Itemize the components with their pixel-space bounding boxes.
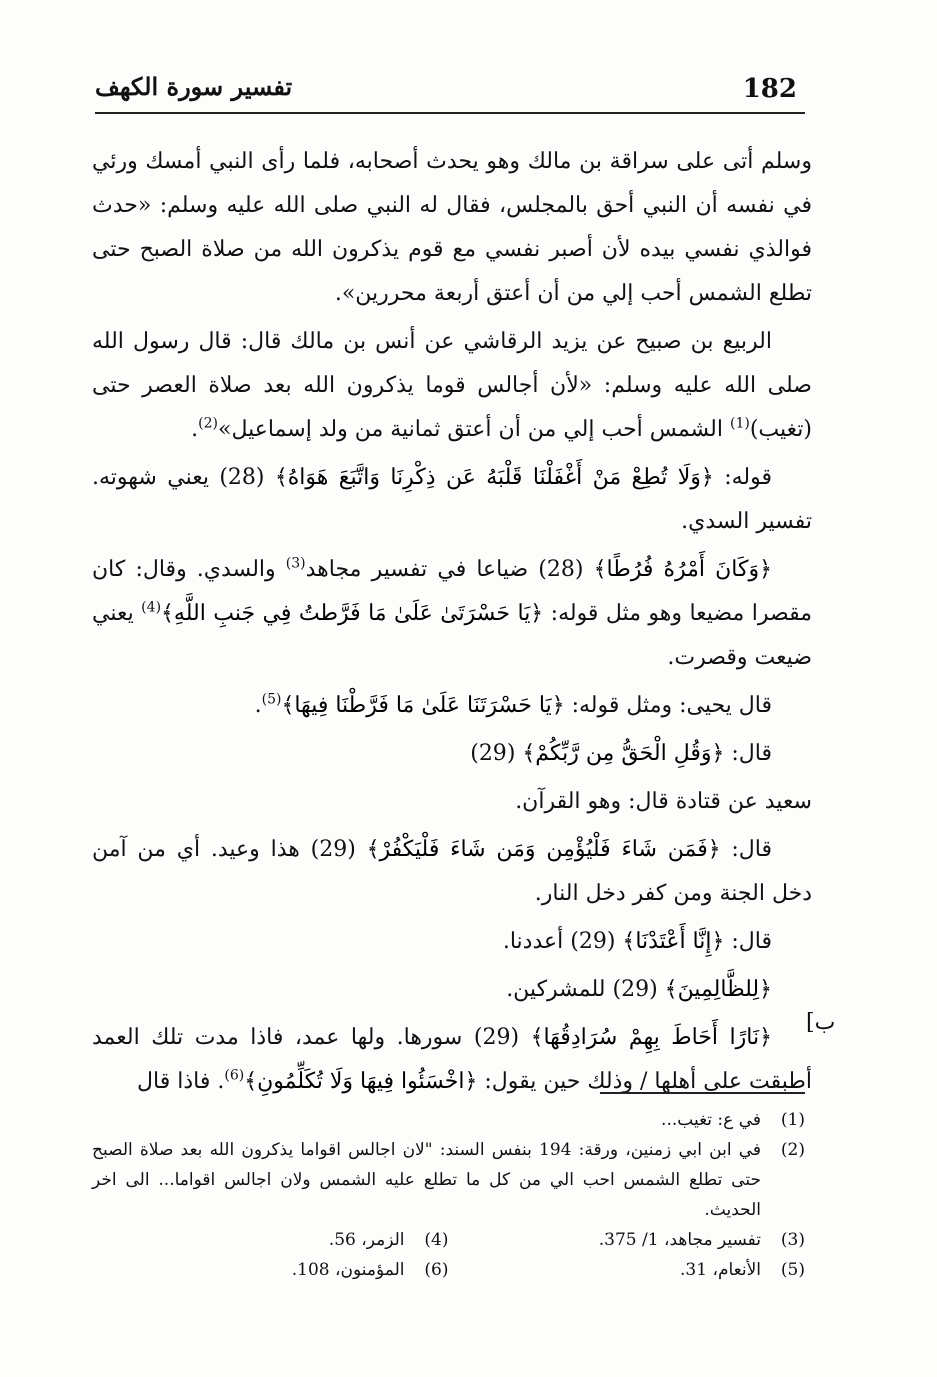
footnote-ref-5: (5) xyxy=(261,691,282,708)
footnotes xyxy=(92,1105,805,1285)
header-divider xyxy=(95,112,805,114)
footnote-2 xyxy=(92,1135,805,1225)
footnote-ref-4: (4) xyxy=(141,599,162,616)
quran-verse: ﴿وَكَانَ أَمْرُهُ فُرُطًا﴾ xyxy=(593,557,772,582)
quran-verse: ﴿وَلَا تُطِعْ مَنْ أَغْفَلْنَا قَلْبَهُ عَن ذِكْرِنَا وَاتَّبَعَ هَوَاهُ﴾ xyxy=(274,465,714,490)
main-text xyxy=(92,140,812,1108)
paragraph-6: قال: ﴿وَقُلِ الْحَقُّ مِن رَّبِّكُمْ﴾ (29) xyxy=(470,741,772,766)
paragraph-2: الربيع بن صبيح عن يزيد الرقاشي عن أنس بن مالك قال: قال رسول الله صلى الله عليه وسلم: «لأن أجالس قوما يذكرون الله بعد صلاة العصر حتى (تغيب)$^{(1)}$ الشمس أحب إلي من أن أعتق ثمانية من ولد إسماعيل»$^{(2)}$. xyxy=(92,329,812,442)
quran-verse: ﴿اخْسَئُوا فِيهَا وَلَا تُكَلِّمُونِ﴾ xyxy=(244,1069,478,1094)
page-number: 182 xyxy=(742,74,797,104)
footnote-ref-1: (1) xyxy=(729,415,750,432)
paragraph-7: سعيد عن قتادة قال: وهو القرآن. xyxy=(515,789,812,814)
paragraph-5: قال يحيى: ومثل قوله: ﴿يَا حَسْرَتَنَا عَلَىٰ مَا فَرَّطْنَا فِيهَا﴾$^{(5)}$. xyxy=(254,691,772,718)
paragraph-11: ﴿نَارًا أَحَاطَ بِهِمْ سُرَادِقُهَا﴾ (29) سورها. ولها عمد، فاذا مدت تلك العمد أطبقت على أهلها / وذلك حين يقول: ﴿اخْسَئُوا فِيهَا وَلَا تُكَلِّمُونِ﴾$^{(6)}$. فاذا قال xyxy=(92,1025,812,1094)
footnote-number: (6) xyxy=(424,1260,449,1280)
footnote-number: (1) xyxy=(780,1110,805,1130)
quran-verse: ﴿نَارًا أَحَاطَ بِهِمْ سُرَادِقُهَا﴾ xyxy=(530,1025,772,1050)
footnote-divider xyxy=(600,1092,805,1094)
footnote-row xyxy=(92,1255,805,1285)
footnote-number: (2) xyxy=(780,1140,805,1160)
quran-verse: ﴿لِلظَّالِمِينَ﴾ xyxy=(664,977,772,1002)
footnote-3 xyxy=(449,1225,806,1255)
paragraph-8: قال: ﴿فَمَن شَاءَ فَلْيُؤْمِن وَمَن شَاءَ فَلْيَكْفُرْ﴾ (29) هذا وعيد. أي من آمن دخل الجنة ومن كفر دخل النار. xyxy=(92,837,812,906)
paragraph-4: ﴿وَكَانَ أَمْرُهُ فُرُطًا﴾ (28) ضياعا في تفسير مجاهد$^{(3)}$ والسدي. وقال: كان مقصرا مضيعا وهو مثل قوله: ﴿يَا حَسْرَتَىٰ عَلَىٰ مَا فَرَّطتُ فِي جَنبِ اللَّهِ﴾$^{(4)}$ يعني ضيعت وقصرت. xyxy=(92,555,812,670)
footnote-4 xyxy=(92,1225,449,1255)
footnote-text: الزمر، 56. xyxy=(328,1230,405,1250)
footnote-1 xyxy=(92,1105,805,1135)
paragraph-10: ﴿لِلظَّالِمِينَ﴾ (29) للمشركين. xyxy=(506,977,772,1002)
footnote-5 xyxy=(449,1255,806,1285)
footnote-number: (5) xyxy=(780,1260,805,1280)
footnote-text: في ع: تغيب... xyxy=(661,1110,761,1130)
paragraph-1: وسلم أتى على سراقة بن مالك وهو يحدث أصحابه، فلما رأى النبي أمسك ورئي في نفسه أن النبي أحق بالمجلس، فقال له النبي صلى الله عليه وسلم: «حدث فوالذي نفسي بيده لأن أصبر نفسي مع قوم يذكرون الله من صلاة الصبح حتى تطلع الشمس أحب إلي من أن أعتق أربعة محررين». xyxy=(92,149,812,306)
manuscript-folio-mark: ب] xyxy=(806,1010,836,1035)
footnote-number: (3) xyxy=(780,1230,805,1250)
footnote-ref-3: (3) xyxy=(285,555,306,572)
footnote-ref-6: (6) xyxy=(224,1067,245,1084)
footnote-text: الأنعام، 31. xyxy=(680,1260,761,1280)
quran-verse: ﴿فَمَن شَاءَ فَلْيُؤْمِن وَمَن شَاءَ فَلْيَكْفُرْ﴾ xyxy=(366,837,721,862)
quran-verse: ﴿إِنَّا أَعْتَدْنَا﴾ xyxy=(622,929,725,954)
page-header xyxy=(95,72,805,112)
quran-verse: ﴿يَا حَسْرَتَنَا عَلَىٰ مَا فَرَّطْنَا فِيهَا﴾ xyxy=(281,693,565,718)
footnote-6 xyxy=(92,1255,449,1285)
paragraph-3: قوله: ﴿وَلَا تُطِعْ مَنْ أَغْفَلْنَا قَلْبَهُ عَن ذِكْرِنَا وَاتَّبَعَ هَوَاهُ﴾ (28) يعني شهوته. تفسير السدي. xyxy=(92,465,812,534)
quran-verse: ﴿وَقُلِ الْحَقُّ مِن رَّبِّكُمْ﴾ xyxy=(522,741,725,766)
footnote-number: (4) xyxy=(424,1230,449,1250)
running-title: تفسير سورة الكهف xyxy=(95,72,293,101)
quran-verse: ﴿يَا حَسْرَتَىٰ عَلَىٰ مَا فَرَّطتُ فِي جَنبِ اللَّهِ﴾ xyxy=(161,601,544,626)
footnote-text: المؤمنون، 108. xyxy=(291,1260,405,1280)
footnote-ref-2: (2) xyxy=(198,415,218,432)
footnote-text: تفسير مجاهد، 1/ 375. xyxy=(598,1230,761,1250)
footnote-row xyxy=(92,1225,805,1255)
paragraph-9: قال: ﴿إِنَّا أَعْتَدْنَا﴾ (29) أعددنا. xyxy=(502,929,772,954)
footnote-text: في ابن ابي زمنين، ورقة: 194 بنفس السند: "لان اجالس اقواما يذكرون الله بعد صلاة الصبح حتى تطلع الشمس احب الي من كل ما تطلع عليه الشمس ولان اجالس اقواما... الى اخر الحديث. xyxy=(92,1140,762,1220)
